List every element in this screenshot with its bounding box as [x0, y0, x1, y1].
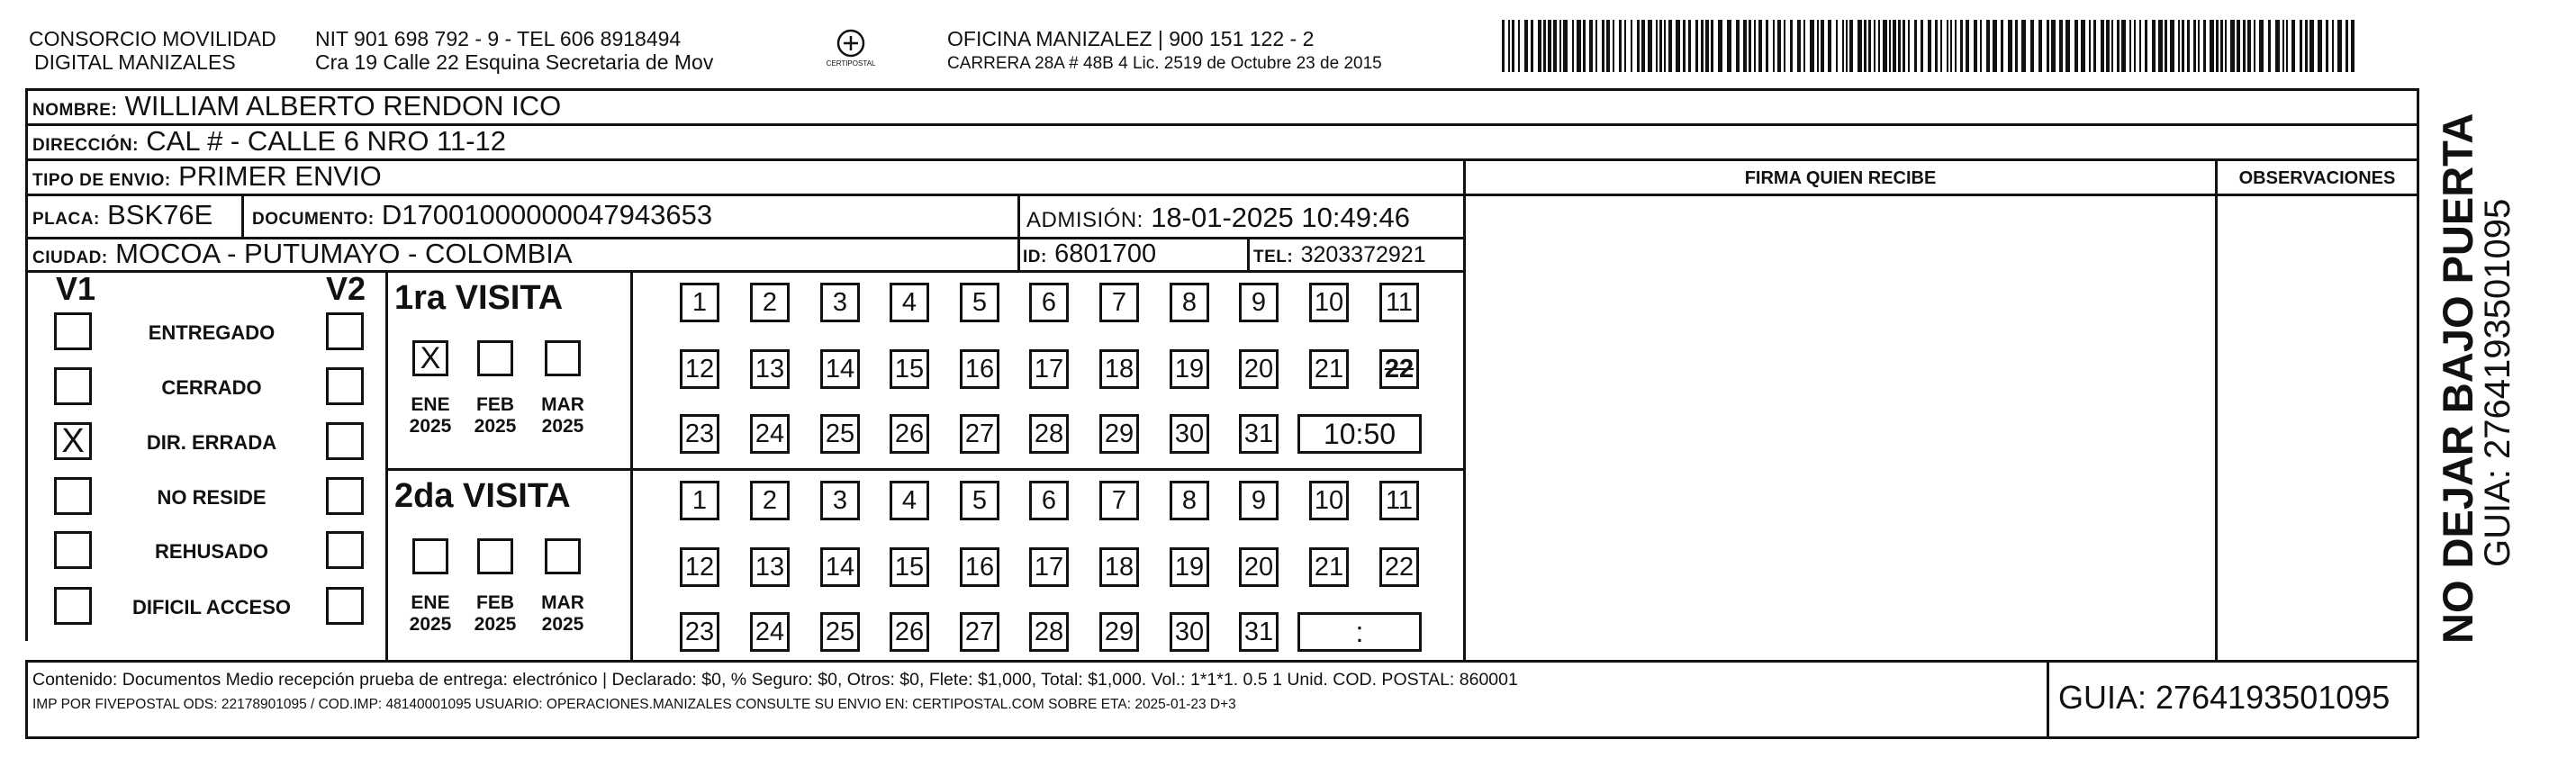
nombre-value: WILLIAM ALBERTO RENDON ICO — [124, 90, 562, 122]
barcode-bar — [2187, 20, 2190, 72]
barcode-bar — [2134, 20, 2136, 72]
admision-value: 18-01-2025 10:49:46 — [1151, 202, 1411, 233]
day-box[interactable]: 5 — [960, 283, 999, 322]
day-box[interactable]: 30 — [1170, 414, 1209, 454]
placa-value: BSK76E — [107, 199, 213, 230]
day-box[interactable]: 29 — [1099, 612, 1139, 652]
barcode-bar — [1589, 20, 1593, 72]
id-label: ID: — [1023, 248, 1047, 266]
barcode-bar — [1631, 20, 1632, 72]
barcode-bar — [2030, 20, 2034, 72]
barcode-bar — [1664, 20, 1666, 72]
month-name: ENE — [411, 592, 450, 613]
placa-label: PLACA: — [32, 210, 100, 229]
month-year: 2025 — [474, 416, 517, 437]
day-box[interactable]: 10 — [1309, 481, 1349, 520]
day-box[interactable]: 24 — [750, 612, 790, 652]
barcode-bar — [1950, 20, 1952, 72]
v1-header: V1 — [56, 270, 96, 307]
firma-area[interactable] — [1468, 198, 2213, 657]
footer-guia: GUIA: 2764193501095 — [2058, 679, 2391, 716]
barcode-bar — [1648, 20, 1652, 72]
barcode-bar — [1777, 20, 1781, 72]
barcode-bar — [1531, 20, 1533, 72]
day-box[interactable]: 1 — [680, 283, 719, 322]
barcode-bar — [1940, 20, 1942, 72]
month-name: ENE — [411, 394, 450, 415]
day-box[interactable]: 14 — [820, 547, 860, 587]
barcode-bar — [1583, 20, 1586, 72]
barcode-bar — [2089, 20, 2091, 72]
barcode-bar — [1828, 20, 1831, 72]
barcode-bar — [2121, 20, 2126, 72]
barcode-bar — [2170, 20, 2174, 72]
observaciones-area[interactable] — [2219, 198, 2415, 657]
day-box[interactable]: 31 — [1239, 612, 1279, 652]
barcode-bar — [1980, 20, 1982, 72]
barcode-bar — [1619, 20, 1622, 72]
barcode-bar — [1993, 20, 1997, 72]
side-warning: NO DEJAR BAJO PUERTA — [2434, 113, 2481, 644]
barcode-bar — [2337, 20, 2342, 72]
day-box[interactable]: 16 — [960, 547, 999, 587]
day-box[interactable]: 11 — [1379, 283, 1419, 322]
barcode-bar — [1797, 20, 1801, 72]
barcode-bar — [2065, 20, 2070, 72]
day-box[interactable]: 30 — [1170, 612, 1209, 652]
company-name-line1: CONSORCIO MOVILIDAD — [29, 27, 276, 50]
barcode-bar — [1695, 20, 1698, 72]
day-box[interactable]: 6 — [1029, 481, 1069, 520]
barcode-bar — [2268, 20, 2271, 72]
visit-time[interactable]: : — [1297, 612, 1422, 652]
footer-line2: IMP POR FIVEPOSTAL ODS: 22178901095 / COD.IMP: 48140001095 USUARIO: OPERACIONES.MANIZALES CONSULTE SU ENVIO EN: CERTIPOSTAL.COM SOBRE ETA: 2025-01-23 D+3 — [32, 697, 1236, 712]
status-v1-checkbox[interactable] — [54, 312, 92, 350]
month-name: FEB — [476, 592, 514, 613]
barcode-bar — [1790, 20, 1793, 72]
barcode-bar — [1743, 20, 1747, 72]
barcode-bar — [1688, 20, 1691, 72]
barcode-bar — [2220, 20, 2223, 72]
barcode-bar — [2309, 20, 2314, 72]
status-v2-checkbox[interactable] — [326, 422, 364, 460]
barcode-bar — [1705, 20, 1709, 72]
barcode-bar — [1935, 20, 1938, 72]
day-box[interactable]: 8 — [1170, 481, 1209, 520]
tel-label: TEL: — [1253, 248, 1294, 266]
day-box[interactable]: 2 — [750, 283, 790, 322]
barcode-bar — [1512, 20, 1514, 72]
day-box[interactable]: 15 — [890, 547, 929, 587]
barcode-bar — [1718, 20, 1722, 72]
barcode-bar — [1766, 20, 1768, 72]
office-line1: OFICINA MANIZALEZ | 900 151 122 - 2 — [947, 27, 1315, 50]
barcode-bar — [2111, 20, 2113, 72]
day-box[interactable]: 20 — [1239, 349, 1279, 389]
day-box[interactable]: 7 — [1099, 283, 1139, 322]
status-v1-checkbox[interactable] — [54, 531, 92, 569]
barcode-bar — [1577, 20, 1581, 72]
barcode-bar — [1868, 20, 1871, 72]
day-box[interactable]: 7 — [1099, 481, 1139, 520]
visit-time[interactable]: 10:50 — [1297, 414, 1422, 454]
day-box[interactable]: 13 — [750, 349, 790, 389]
barcode-bar — [1874, 20, 1876, 72]
logo-text: CERTIPOSTAL — [826, 59, 876, 68]
barcode-bar — [1683, 20, 1686, 72]
barcode-bar — [1749, 20, 1751, 72]
status-v2-checkbox[interactable] — [326, 531, 364, 569]
direccion-label: DIRECCIÓN: — [32, 136, 139, 155]
barcode-bar — [2145, 20, 2147, 72]
barcode-bar — [2259, 20, 2264, 72]
barcode-bar — [1928, 20, 1931, 72]
barcode-bar — [2286, 20, 2288, 72]
barcode-bar — [2247, 20, 2251, 72]
v2-header: V2 — [326, 270, 366, 307]
barcode-bar — [1758, 20, 1762, 72]
status-v2-checkbox[interactable] — [326, 477, 364, 515]
day-box[interactable]: 27 — [960, 612, 999, 652]
status-v1-checkbox[interactable] — [54, 477, 92, 515]
tipo-envio-row — [32, 158, 382, 199]
admision-label: ADMISIÓN: — [1026, 208, 1143, 232]
barcode-bar — [1893, 20, 1896, 72]
tipo-envio-label: TIPO DE ENVIO: — [32, 171, 171, 190]
day-box[interactable]: 31 — [1239, 414, 1279, 454]
day-box[interactable]: 26 — [890, 612, 929, 652]
barcode-bar — [2081, 20, 2085, 72]
ciudad-value: MOCOA - PUTUMAYO - COLOMBIA — [115, 238, 573, 269]
status-v1-checkbox[interactable] — [54, 367, 92, 405]
barcode-bar — [1613, 20, 1614, 72]
day-box[interactable]: 6 — [1029, 283, 1069, 322]
barcode-bar — [1572, 20, 1574, 72]
barcode-bar — [1553, 20, 1557, 72]
month-checkbox[interactable] — [477, 538, 513, 574]
barcode-bar — [1846, 20, 1848, 72]
day-box[interactable]: 2 — [750, 481, 790, 520]
footer-line1: Contenido: Documentos Medio recepción prueba de entrega: electrónico | Declarado: $0, % Seguro: $0, Otros: $0, Flete: $1,000, Total: $1,000. Vol.: 1*1*1. 0.5 1 Unid. COD. POSTAL: 860001 — [32, 670, 1518, 690]
barcode-bar — [1903, 20, 1905, 72]
day-box[interactable]: 28 — [1029, 414, 1069, 454]
barcode-bar — [1914, 20, 1917, 72]
day-box[interactable]: 27 — [960, 414, 999, 454]
barcode-bar — [2074, 20, 2078, 72]
barcode-bar — [2351, 20, 2355, 72]
barcode-bar — [2165, 20, 2167, 72]
month-name: MAR — [541, 592, 584, 613]
month-checkbox[interactable] — [545, 340, 581, 376]
day-box[interactable]: 12 — [680, 349, 719, 389]
barcode-bar — [2305, 20, 2308, 72]
barcode-bar — [2051, 20, 2056, 72]
month-checkbox[interactable]: X — [412, 340, 448, 376]
barcode-bar — [1524, 20, 1528, 72]
day-box[interactable]: 17 — [1029, 547, 1069, 587]
month-year: 2025 — [474, 614, 517, 635]
barcode-bar — [1908, 20, 1910, 72]
status-v2-checkbox[interactable] — [326, 312, 364, 350]
barcode-bar — [1727, 20, 1731, 72]
day-box[interactable]: 23 — [680, 414, 719, 454]
day-box[interactable]: 9 — [1239, 481, 1279, 520]
day-box[interactable]: 14 — [820, 349, 860, 389]
barcode-bar — [1836, 20, 1838, 72]
ciudad-label: CIUDAD: — [32, 248, 108, 267]
day-box[interactable]: 3 — [820, 481, 860, 520]
barcode-bar — [1736, 20, 1740, 72]
barcode-bar — [2275, 20, 2280, 72]
barcode-bar — [2008, 20, 2012, 72]
barcode-bar — [2203, 20, 2206, 72]
visit-title: 1ra VISITA — [394, 279, 564, 317]
month-year: 2025 — [409, 614, 452, 635]
barcode — [1502, 20, 2357, 72]
barcode-bar — [2106, 20, 2110, 72]
documento-cell — [252, 197, 712, 238]
barcode-bar — [2237, 20, 2240, 72]
barcode-bar — [1849, 20, 1853, 72]
barcode-bar — [1889, 20, 1891, 72]
company-address: Cra 19 Calle 22 Esquina Secretaria de Mov — [315, 50, 714, 74]
day-box[interactable]: 8 — [1170, 283, 1209, 322]
tel-value: 3203372921 — [1300, 242, 1426, 267]
barcode-bar — [1548, 20, 1551, 72]
barcode-bar — [1508, 20, 1510, 72]
day-box[interactable]: 9 — [1239, 283, 1279, 322]
placa-cell — [32, 197, 212, 238]
barcode-bar — [2021, 20, 2026, 72]
month-checkbox[interactable] — [545, 538, 581, 574]
company-name-line2: DIGITAL MANIZALES — [34, 50, 236, 74]
barcode-bar — [1947, 20, 1948, 72]
day-box[interactable]: 3 — [820, 283, 860, 322]
month-name: MAR — [541, 394, 584, 415]
month-year: 2025 — [541, 614, 584, 635]
barcode-bar — [2282, 20, 2284, 72]
barcode-bar — [1624, 20, 1626, 72]
month-year: 2025 — [541, 416, 584, 437]
barcode-bar — [1864, 20, 1866, 72]
barcode-bar — [1543, 20, 1546, 72]
barcode-bar — [1502, 20, 1505, 72]
barcode-bar — [1810, 20, 1814, 72]
side-guia: GUIA: 2764193501095 — [2478, 198, 2517, 567]
day-box[interactable]: 20 — [1239, 547, 1279, 587]
barcode-bar — [1842, 20, 1844, 72]
barcode-bar — [2129, 20, 2131, 72]
barcode-bar — [1637, 20, 1640, 72]
day-box[interactable]: 15 — [890, 349, 929, 389]
barcode-bar — [1773, 20, 1775, 72]
barcode-bar — [1784, 20, 1785, 72]
barcode-bar — [1878, 20, 1880, 72]
nombre-label: NOMBRE: — [32, 101, 118, 120]
barcode-bar — [2198, 20, 2200, 72]
day-box[interactable]: 17 — [1029, 349, 1069, 389]
firma-header: FIRMA QUIEN RECIBE — [1744, 168, 1937, 188]
barcode-bar — [2059, 20, 2063, 72]
barcode-bar — [2326, 20, 2328, 72]
barcode-bar — [1754, 20, 1756, 72]
barcode-bar — [1559, 20, 1561, 72]
month-name: FEB — [476, 394, 514, 415]
barcode-bar — [2178, 20, 2180, 72]
office-line2: CARRERA 28A # 48B 4 Lic. 2519 de Octubre 23 de 2015 — [947, 54, 1382, 73]
barcode-bar — [2093, 20, 2096, 72]
day-box[interactable]: 18 — [1099, 349, 1139, 389]
barcode-bar — [1668, 20, 1672, 72]
barcode-bar — [2158, 20, 2163, 72]
barcode-bar — [2300, 20, 2302, 72]
barcode-bar — [1518, 20, 1520, 72]
day-box[interactable]: 26 — [890, 414, 929, 454]
day-box[interactable]: 5 — [960, 481, 999, 520]
day-box[interactable]: 13 — [750, 547, 790, 587]
day-box[interactable]: 22 — [1379, 547, 1419, 587]
tipo-envio-value: PRIMER ENVIO — [178, 160, 382, 192]
barcode-bar — [1817, 20, 1819, 72]
month-checkbox[interactable] — [412, 538, 448, 574]
barcode-bar — [1656, 20, 1658, 72]
observaciones-header: OBSERVACIONES — [2238, 168, 2396, 188]
day-box[interactable]: 16 — [960, 349, 999, 389]
barcode-bar — [1960, 20, 1963, 72]
barcode-bar — [1898, 20, 1901, 72]
barcode-bar — [2230, 20, 2235, 72]
barcode-bar — [1676, 20, 1680, 72]
barcode-bar — [1821, 20, 1824, 72]
status-label: ENTREGADO — [148, 321, 276, 344]
barcode-bar — [1711, 20, 1713, 72]
documento-value: D17001000000047943653 — [381, 199, 713, 230]
id-value: 6801700 — [1054, 239, 1157, 268]
barcode-bar — [1602, 20, 1604, 72]
barcode-bar — [2193, 20, 2196, 72]
day-box[interactable]: 25 — [820, 612, 860, 652]
certipostal-logo — [815, 25, 887, 72]
barcode-bar — [2101, 20, 2104, 72]
day-box[interactable]: 21 — [1309, 349, 1349, 389]
status-v1-checkbox[interactable]: X — [54, 422, 92, 460]
barcode-bar — [2210, 20, 2214, 72]
barcode-bar — [1955, 20, 1957, 72]
barcode-bar — [2047, 20, 2049, 72]
barcode-bar — [1701, 20, 1704, 72]
day-box[interactable]: 10 — [1309, 283, 1349, 322]
admision-cell — [1026, 200, 1410, 239]
barcode-bar — [2254, 20, 2255, 72]
status-label: NO RESIDE — [157, 486, 267, 509]
id-cell — [1023, 236, 1156, 275]
barcode-bar — [2225, 20, 2227, 72]
day-box[interactable]: 22 — [1379, 349, 1419, 389]
barcode-bar — [2152, 20, 2156, 72]
barcode-bar — [2015, 20, 2018, 72]
day-box[interactable]: 11 — [1379, 481, 1419, 520]
day-box[interactable]: 23 — [680, 612, 719, 652]
barcode-bar — [2216, 20, 2219, 72]
day-box[interactable]: 21 — [1309, 547, 1349, 587]
barcode-bar — [1857, 20, 1862, 72]
barcode-bar — [2291, 20, 2295, 72]
barcode-bar — [1921, 20, 1923, 72]
barcode-bar — [2117, 20, 2120, 72]
barcode-bar — [2001, 20, 2003, 72]
day-box[interactable]: 29 — [1099, 414, 1139, 454]
day-box[interactable]: 4 — [890, 481, 929, 520]
visit-title: 2da VISITA — [394, 477, 571, 515]
day-box[interactable]: 12 — [680, 547, 719, 587]
barcode-bar — [2243, 20, 2246, 72]
month-checkbox[interactable] — [477, 340, 513, 376]
day-box[interactable]: 19 — [1170, 349, 1209, 389]
day-box[interactable]: 24 — [750, 414, 790, 454]
status-label: REHUSADO — [155, 540, 268, 563]
barcode-bar — [1563, 20, 1568, 72]
barcode-bar — [1986, 20, 1990, 72]
day-box[interactable]: 19 — [1170, 547, 1209, 587]
barcode-bar — [2139, 20, 2141, 72]
barcode-bar — [1803, 20, 1805, 72]
status-label: CERRADO — [161, 376, 262, 399]
barcode-bar — [1659, 20, 1662, 72]
documento-label: DOCUMENTO: — [252, 210, 375, 229]
day-box[interactable]: 4 — [890, 283, 929, 322]
barcode-bar — [2038, 20, 2042, 72]
status-v2-checkbox[interactable] — [326, 587, 364, 625]
barcode-bar — [1966, 20, 1969, 72]
barcode-bar — [1974, 20, 1977, 72]
status-label: DIFICIL ACCESO — [131, 596, 291, 618]
barcode-bar — [2182, 20, 2184, 72]
day-box[interactable]: 18 — [1099, 547, 1139, 587]
tel-cell — [1253, 236, 1426, 275]
month-year: 2025 — [409, 416, 452, 437]
barcode-bar — [2332, 20, 2334, 72]
barcode-bar — [1883, 20, 1887, 72]
direccion-value: CAL # - CALLE 6 NRO 11-12 — [146, 125, 507, 157]
barcode-bar — [2346, 20, 2348, 72]
status-v2-checkbox[interactable] — [326, 367, 364, 405]
day-box[interactable]: 1 — [680, 481, 719, 520]
barcode-bar — [1538, 20, 1541, 72]
barcode-bar — [2318, 20, 2322, 72]
barcode-bar — [1595, 20, 1597, 72]
status-v1-checkbox[interactable] — [54, 587, 92, 625]
barcode-bar — [1606, 20, 1610, 72]
barcode-bar — [1641, 20, 1645, 72]
ciudad-cell — [32, 236, 573, 276]
company-nit-tel: NIT 901 698 792 - 9 - TEL 606 8918494 — [315, 27, 682, 50]
day-box[interactable]: 25 — [820, 414, 860, 454]
day-box[interactable]: 28 — [1029, 612, 1069, 652]
status-label: DIR. ERRADA — [146, 431, 277, 454]
